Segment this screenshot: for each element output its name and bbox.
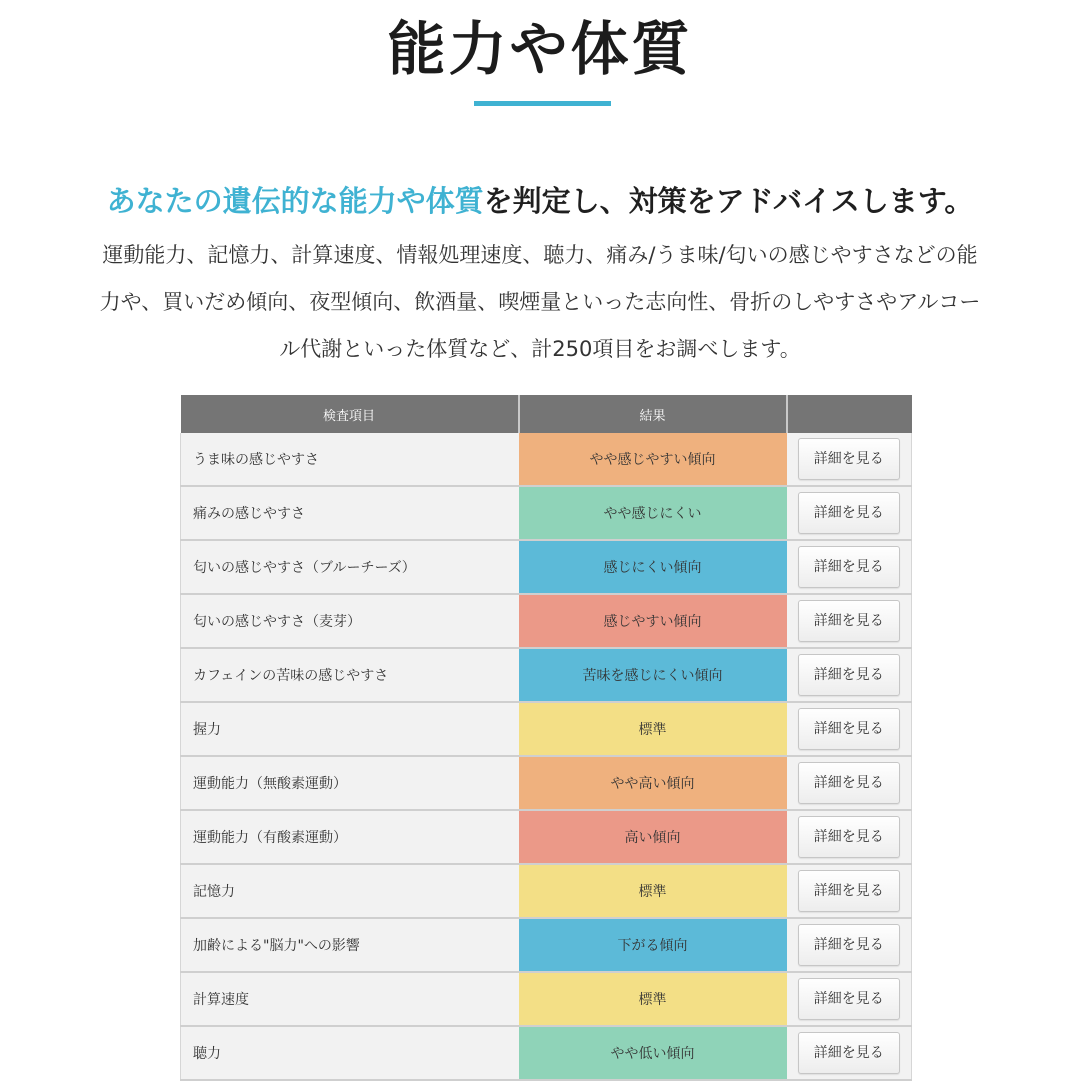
row-action-cell <box>787 864 912 918</box>
table-row <box>181 810 912 864</box>
table-row <box>181 918 912 972</box>
title-underline <box>474 101 611 106</box>
table-row <box>181 486 912 540</box>
row-result: 感じにくい傾向 <box>519 540 787 594</box>
view-details-button[interactable]: 詳細を見る <box>798 1032 900 1074</box>
row-item-name: 握力 <box>181 702 519 756</box>
view-details-button[interactable]: 詳細を見る <box>798 492 900 534</box>
row-item-name: 痛みの感じやすさ <box>181 486 519 540</box>
row-result: 感じやすい傾向 <box>519 594 787 648</box>
view-details-button[interactable]: 詳細を見る <box>798 654 900 696</box>
description-line: ル代謝といった体質など、計250項目をお調べします。 <box>279 337 801 361</box>
row-result: やや高い傾向 <box>519 756 787 810</box>
description <box>55 232 1025 373</box>
row-result: 高い傾向 <box>519 810 787 864</box>
row-item-name: 計算速度 <box>181 972 519 1026</box>
row-result: やや低い傾向 <box>519 1026 787 1080</box>
view-details-button[interactable]: 詳細を見る <box>798 546 900 588</box>
table-row <box>181 433 912 486</box>
table-row <box>181 594 912 648</box>
row-action-cell <box>787 540 912 594</box>
row-result: 標準 <box>519 702 787 756</box>
row-item-name: 運動能力（有酸素運動） <box>181 810 519 864</box>
table-row <box>181 1026 912 1080</box>
row-result: 苦味を感じにくい傾向 <box>519 648 787 702</box>
table-row <box>181 972 912 1026</box>
row-item-name: 匂いの感じやすさ（ブルーチーズ） <box>181 540 519 594</box>
column-header-result: 結果 <box>519 395 787 433</box>
view-details-button[interactable]: 詳細を見る <box>798 924 900 966</box>
row-action-cell <box>787 702 912 756</box>
row-result: 標準 <box>519 972 787 1026</box>
row-action-cell <box>787 594 912 648</box>
row-action-cell <box>787 756 912 810</box>
view-details-button[interactable]: 詳細を見る <box>798 816 900 858</box>
row-action-cell <box>787 1026 912 1080</box>
table-header-row <box>181 395 912 433</box>
lead-text <box>0 176 1080 226</box>
row-action-cell <box>787 648 912 702</box>
column-header-item: 検査項目 <box>181 395 519 433</box>
view-details-button[interactable]: 詳細を見る <box>798 762 900 804</box>
row-item-name: 運動能力（無酸素運動） <box>181 756 519 810</box>
row-item-name: うま味の感じやすさ <box>181 433 519 486</box>
row-item-name: 聴力 <box>181 1026 519 1080</box>
table-row <box>181 864 912 918</box>
row-result: 標準 <box>519 864 787 918</box>
row-item-name: 加齢による"脳力"への影響 <box>181 918 519 972</box>
table-row <box>181 702 912 756</box>
row-action-cell <box>787 433 912 486</box>
row-item-name: 匂いの感じやすさ（麦芽） <box>181 594 519 648</box>
description-line: 運動能力、記憶力、計算速度、情報処理速度、聴力、痛み/うま味/匂いの感じやすさなどの能 <box>102 243 978 267</box>
table-row <box>181 540 912 594</box>
column-header-action <box>787 395 912 433</box>
row-result: 下がる傾向 <box>519 918 787 972</box>
description-line: 力や、買いだめ傾向、夜型傾向、飲酒量、喫煙量といった志向性、骨折のしやすさやアルコー <box>99 290 981 314</box>
lead-rest: を判定し、対策をアドバイスします。 <box>483 184 974 218</box>
view-details-button[interactable]: 詳細を見る <box>798 708 900 750</box>
row-action-cell <box>787 810 912 864</box>
table-row <box>181 648 912 702</box>
row-item-name: カフェインの苦味の感じやすさ <box>181 648 519 702</box>
view-details-button[interactable]: 詳細を見る <box>798 438 900 480</box>
lead-highlight: あなたの遺伝的な能力や体質 <box>106 184 484 218</box>
view-details-button[interactable]: 詳細を見る <box>798 600 900 642</box>
row-action-cell <box>787 918 912 972</box>
page-title: 能力や体質 <box>387 15 693 83</box>
view-details-button[interactable]: 詳細を見る <box>798 870 900 912</box>
row-result: やや感じやすい傾向 <box>519 433 787 486</box>
row-action-cell <box>787 486 912 540</box>
view-details-button[interactable]: 詳細を見る <box>798 978 900 1020</box>
table-row <box>181 756 912 810</box>
row-action-cell <box>787 972 912 1026</box>
results-table <box>180 395 912 1081</box>
row-item-name: 記憶力 <box>181 864 519 918</box>
row-result: やや感じにくい <box>519 486 787 540</box>
